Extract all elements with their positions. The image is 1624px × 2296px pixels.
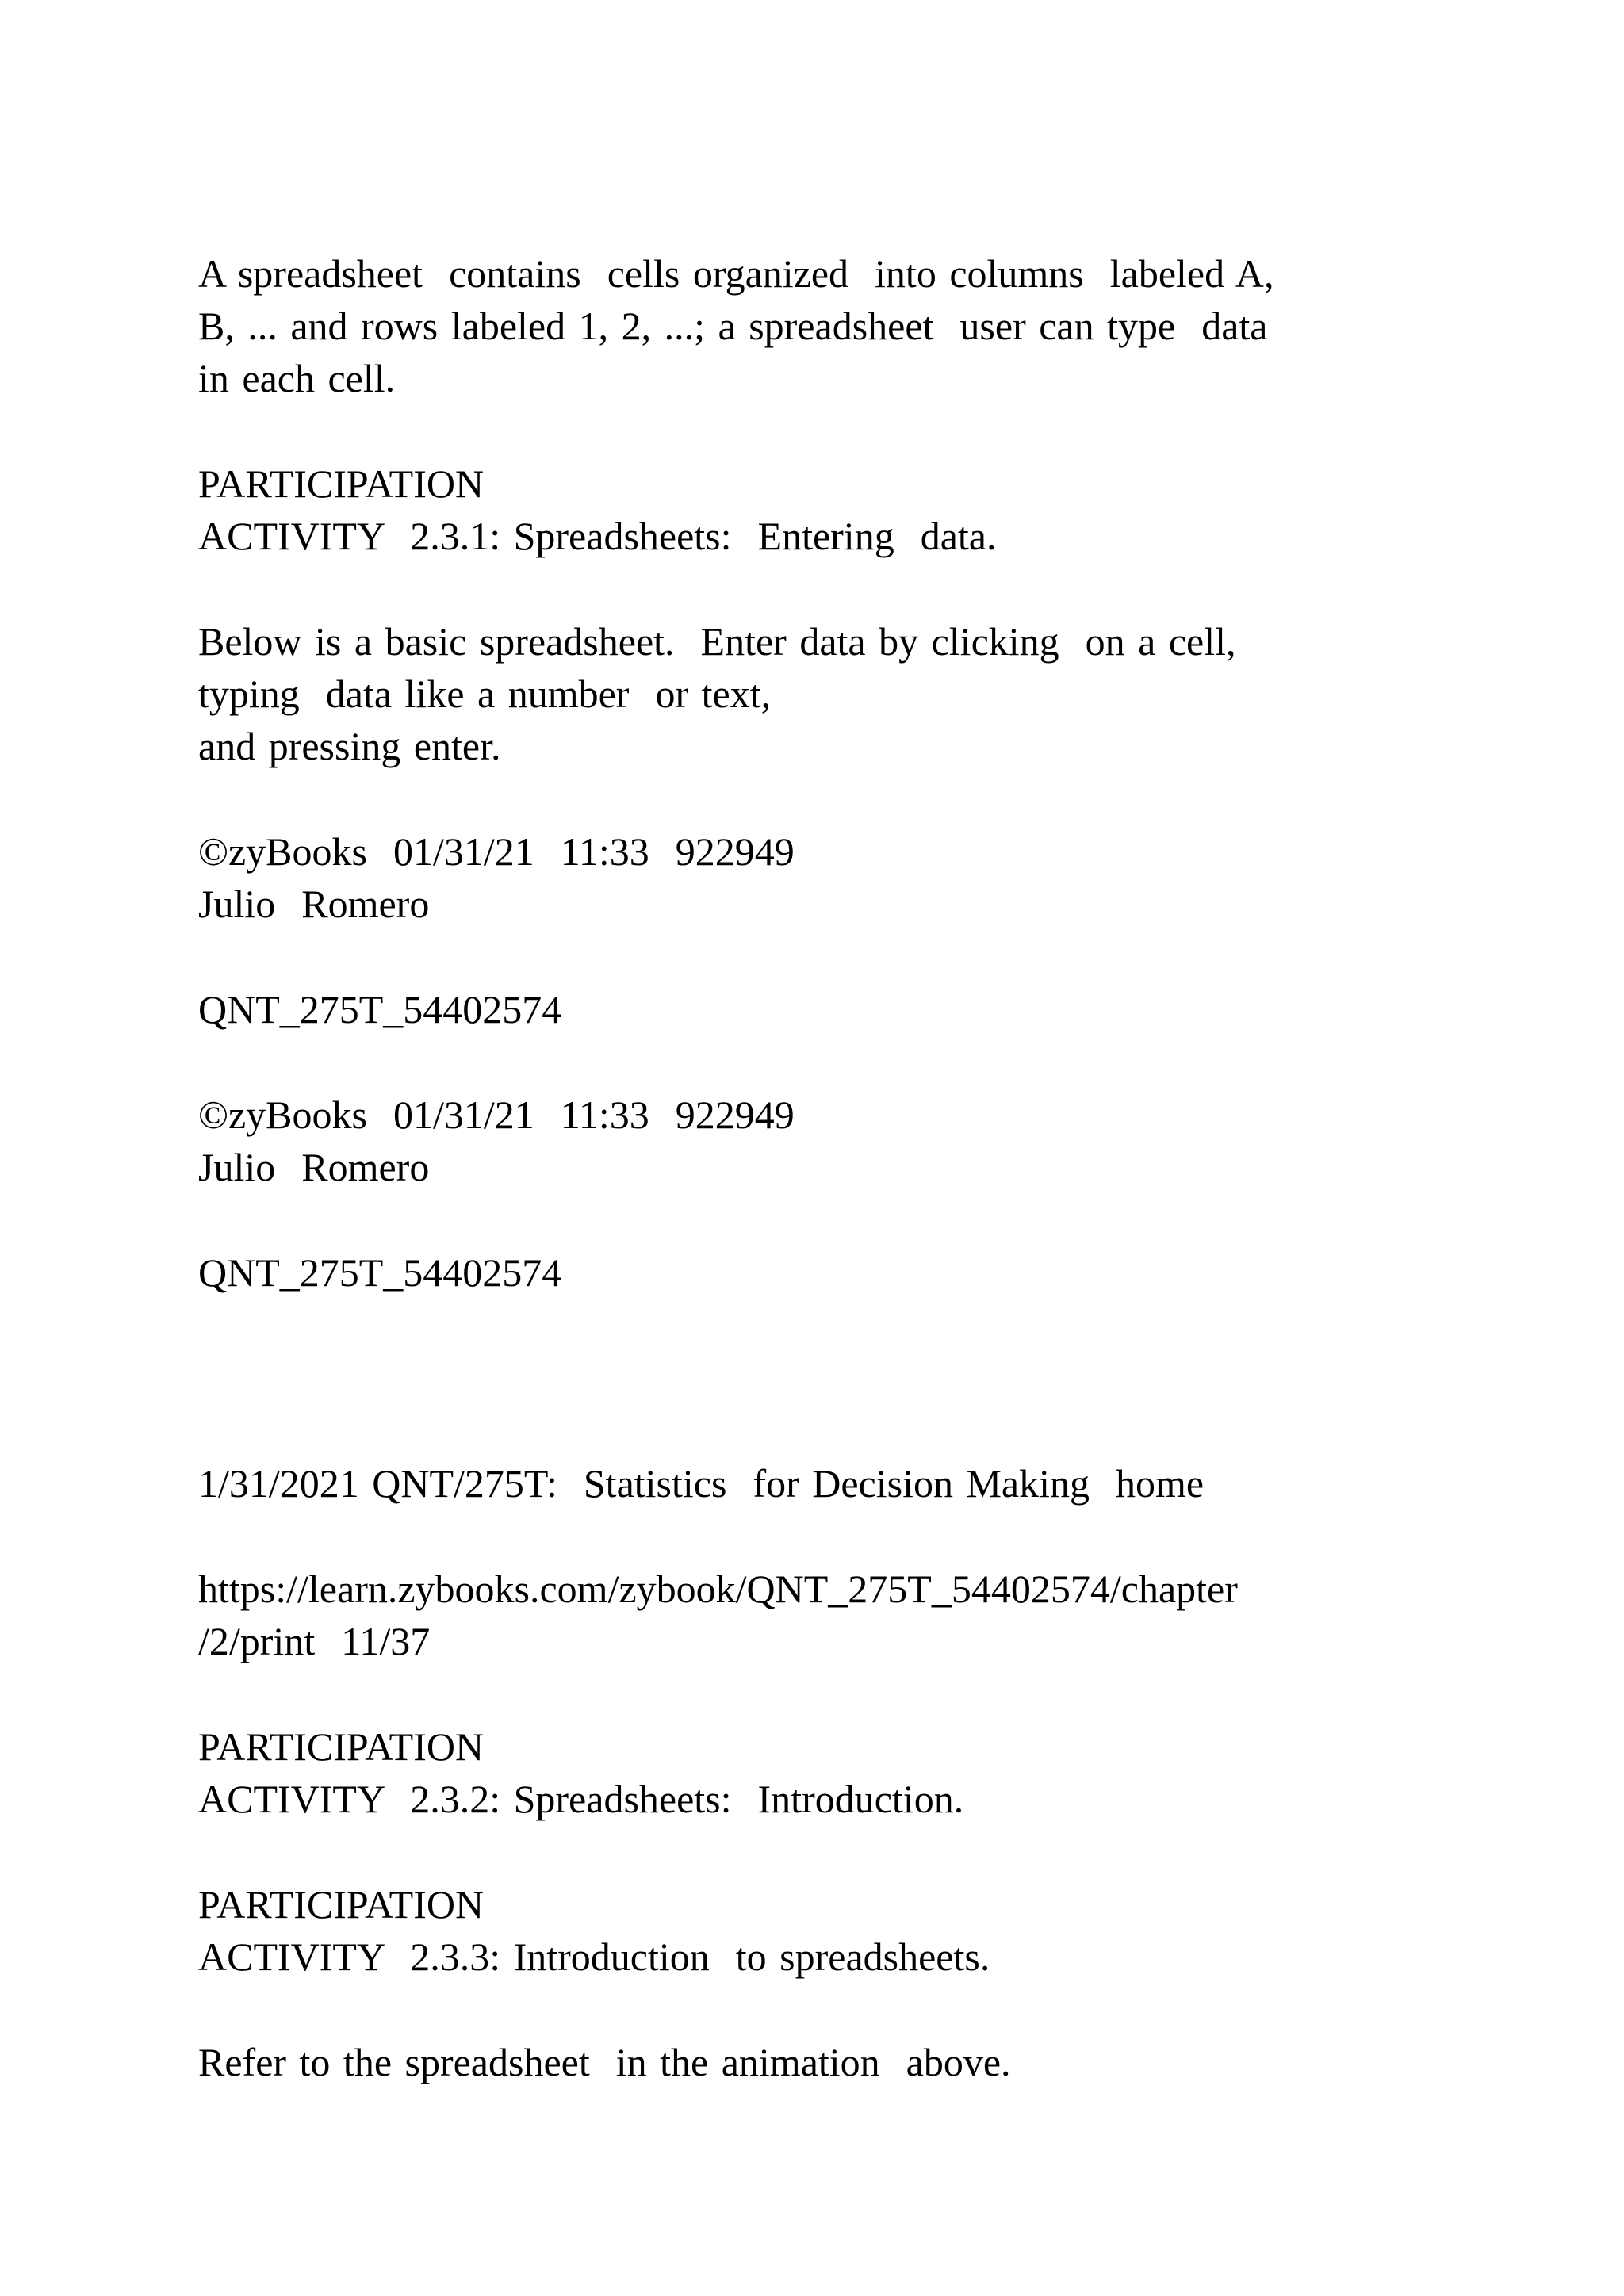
instructions-line-3: and pressing enter. <box>198 724 501 768</box>
print-header: 1/31/2021 QNT/275T: Statistics for Decision Making home <box>198 1461 1205 1506</box>
watermark-1-copyright: ©zyBooks 01/31/21 11:33 922949 <box>198 829 795 874</box>
instructions-line-1: Below is a basic spreadsheet. Enter data by clicking on a cell, <box>198 619 1236 664</box>
activity-3-label: PARTICIPATION <box>198 1882 485 1927</box>
watermark-2-name: Julio Romero <box>198 1145 430 1189</box>
closing-line: Refer to the spreadsheet in the animation above. <box>198 2040 1011 2084</box>
activity-1-title: ACTIVITY 2.3.1: Spreadsheets: Entering data. <box>198 514 997 558</box>
intro-line-3: in each cell. <box>198 356 396 400</box>
instructions-line-2: typing data like a number or text, <box>198 672 772 716</box>
activity-3-title: ACTIVITY 2.3.3: Introduction to spreadsheets. <box>198 1934 990 1979</box>
print-url-line-1: https://learn.zybooks.com/zybook/QNT_275T_54402574/chapter <box>198 1567 1238 1611</box>
intro-line-1: A spreadsheet contains cells organized into columns labeled A, <box>198 251 1274 296</box>
activity-2-label: PARTICIPATION <box>198 1724 485 1769</box>
watermark-1-name: Julio Romero <box>198 882 430 926</box>
activity-2-title: ACTIVITY 2.3.2: Spreadsheets: Introduction. <box>198 1777 964 1821</box>
print-url-line-2: /2/print 11/37 <box>198 1619 431 1663</box>
intro-line-2: B, ... and rows labeled 1, 2, ...; a spreadsheet user can type data <box>198 304 1268 348</box>
activity-1-label: PARTICIPATION <box>198 461 485 506</box>
watermark-2-course-code: QNT_275T_54402574 <box>198 1250 562 1295</box>
watermark-2-copyright: ©zyBooks 01/31/21 11:33 922949 <box>198 1093 795 1137</box>
watermark-1-course-code: QNT_275T_54402574 <box>198 987 562 1031</box>
